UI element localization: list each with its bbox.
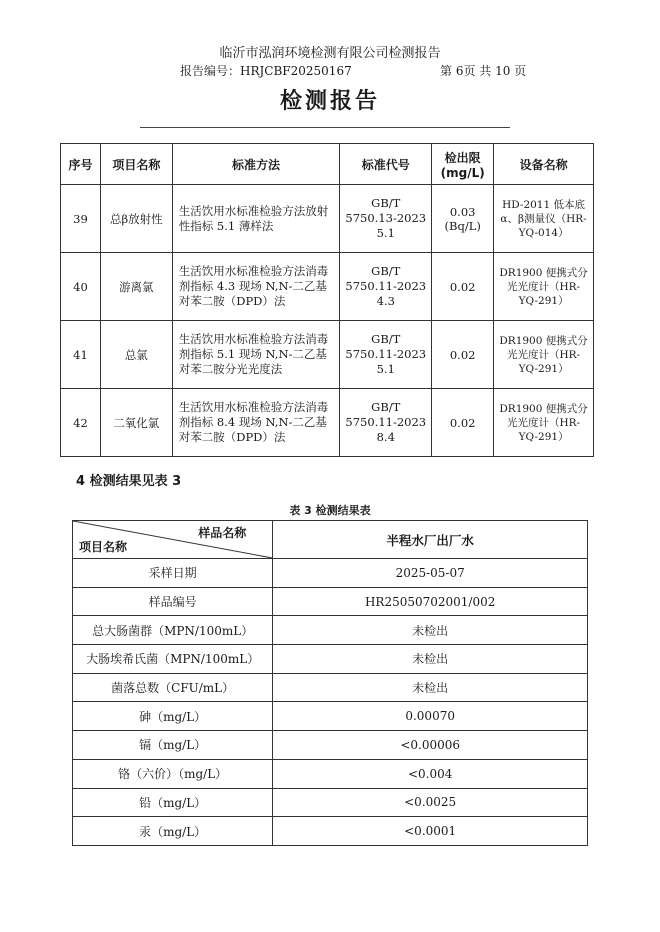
col-header-method: 标准方法: [172, 144, 340, 185]
cell-equip: DR1900 便携式分光光度计（HR-YQ-291）: [494, 389, 594, 457]
result-item: 样品编号: [73, 587, 273, 616]
cell-equip: DR1900 便携式分光光度计（HR-YQ-291）: [494, 253, 594, 321]
corner-item-label: 项目名称: [79, 540, 128, 554]
result-value: 未检出: [273, 616, 588, 645]
table-row: [73, 817, 588, 846]
cell-no: 41: [61, 321, 101, 389]
title-divider: [140, 127, 510, 128]
cell-limit: [432, 185, 494, 253]
result-value: HR25050702001/002: [273, 587, 588, 616]
cell-std: GB/T 5750.11-2023 8.4: [340, 389, 432, 457]
table-row: [73, 788, 588, 817]
cell-item: 总β放射性: [100, 185, 172, 253]
results-header-row: [73, 521, 588, 559]
cell-method: 生活饮用水标准检验方法消毒剂指标 5.1 现场 N,N-二乙基对苯二胺分光光度法: [172, 321, 340, 389]
cell-no: 39: [61, 185, 101, 253]
results-table-caption: 表 3 检测结果表: [289, 504, 371, 517]
diagonal-header-cell: [73, 521, 273, 559]
table-row: [73, 645, 588, 674]
cell-limit: 0.02: [432, 321, 494, 389]
table-row: [73, 673, 588, 702]
result-value: 0.00070: [273, 702, 588, 731]
table-row: [73, 587, 588, 616]
table-row: [73, 702, 588, 731]
corner-sample-label: 样品名称: [198, 526, 247, 540]
result-value: 2025-05-07: [273, 559, 588, 588]
cell-item: 二氧化氯: [100, 389, 172, 457]
cell-limit: 0.02: [432, 253, 494, 321]
result-item: 菌落总数（CFU/mL）: [73, 673, 273, 702]
page-title: 检测报告: [279, 89, 380, 114]
sample-name-header: 半程水厂出厂水: [273, 521, 588, 559]
col-header-limit-label: 检出限: [444, 150, 481, 165]
methods-header-row: [61, 144, 594, 185]
table-row: [73, 559, 588, 588]
table-row: [61, 389, 594, 457]
cell-method: 生活饮用水标准检验方法消毒剂指标 4.3 现场 N,N-二乙基对苯二胺（DPD）法: [172, 253, 340, 321]
result-item: 采样日期: [73, 559, 273, 588]
result-item: 砷（mg/L）: [73, 702, 273, 731]
col-header-equip: 设备名称: [494, 144, 594, 185]
col-header-limit: [432, 144, 494, 185]
result-item: 总大肠菌群（MPN/100mL）: [73, 616, 273, 645]
result-value: <0.00006: [273, 731, 588, 760]
result-value: <0.0025: [273, 788, 588, 817]
methods-table: [60, 143, 594, 457]
cell-method: 生活饮用水标准检验方法消毒剂指标 8.4 现场 N,N-二乙基对苯二胺（DPD）法: [172, 389, 340, 457]
result-item: 镉（mg/L）: [73, 731, 273, 760]
table-row: [73, 616, 588, 645]
table-row: [73, 731, 588, 760]
cell-std: GB/T 5750.13-2023 5.1: [340, 185, 432, 253]
result-value: <0.0001: [273, 817, 588, 846]
table-row: [61, 321, 594, 389]
col-header-std: 标准代号: [340, 144, 432, 185]
result-item: 铬（六价）（mg/L）: [73, 759, 273, 788]
results-table: [72, 520, 588, 846]
page-info: 第 6页 共 10 页: [440, 64, 527, 78]
company-report-title: 临沂市泓润环境检测有限公司检测报告: [219, 46, 441, 61]
table-row: [61, 185, 594, 253]
result-value: 未检出: [273, 673, 588, 702]
cell-limit-unit: (Bq/L): [444, 218, 481, 233]
cell-item: 游离氯: [100, 253, 172, 321]
table-row: [61, 253, 594, 321]
cell-limit: 0.02: [432, 389, 494, 457]
section-heading: 4 检测结果见表 3: [76, 474, 182, 489]
col-header-no: 序号: [61, 144, 101, 185]
result-item: 大肠埃希氏菌（MPN/100mL）: [73, 645, 273, 674]
cell-std: GB/T 5750.11-2023 4.3: [340, 253, 432, 321]
cell-method: 生活饮用水标准检验方法放射性指标 5.1 薄样法: [172, 185, 340, 253]
cell-no: 40: [61, 253, 101, 321]
report-number: 报告编号：HRJCBF20250167: [180, 64, 352, 78]
result-value: <0.004: [273, 759, 588, 788]
table-row: [73, 759, 588, 788]
col-header-limit-unit: (mg/L): [440, 165, 485, 180]
cell-std: GB/T 5750.11-2023 5.1: [340, 321, 432, 389]
cell-item: 总氯: [100, 321, 172, 389]
cell-limit-value: 0.03: [449, 204, 476, 219]
cell-no: 42: [61, 389, 101, 457]
col-header-item: 项目名称: [100, 144, 172, 185]
result-value: 未检出: [273, 645, 588, 674]
cell-equip: DR1900 便携式分光光度计（HR-YQ-291）: [494, 321, 594, 389]
result-item: 汞（mg/L）: [73, 817, 273, 846]
result-item: 铅（mg/L）: [73, 788, 273, 817]
cell-equip: HD-2011 低本底α、β测量仪（HR-YQ-014）: [494, 185, 594, 253]
